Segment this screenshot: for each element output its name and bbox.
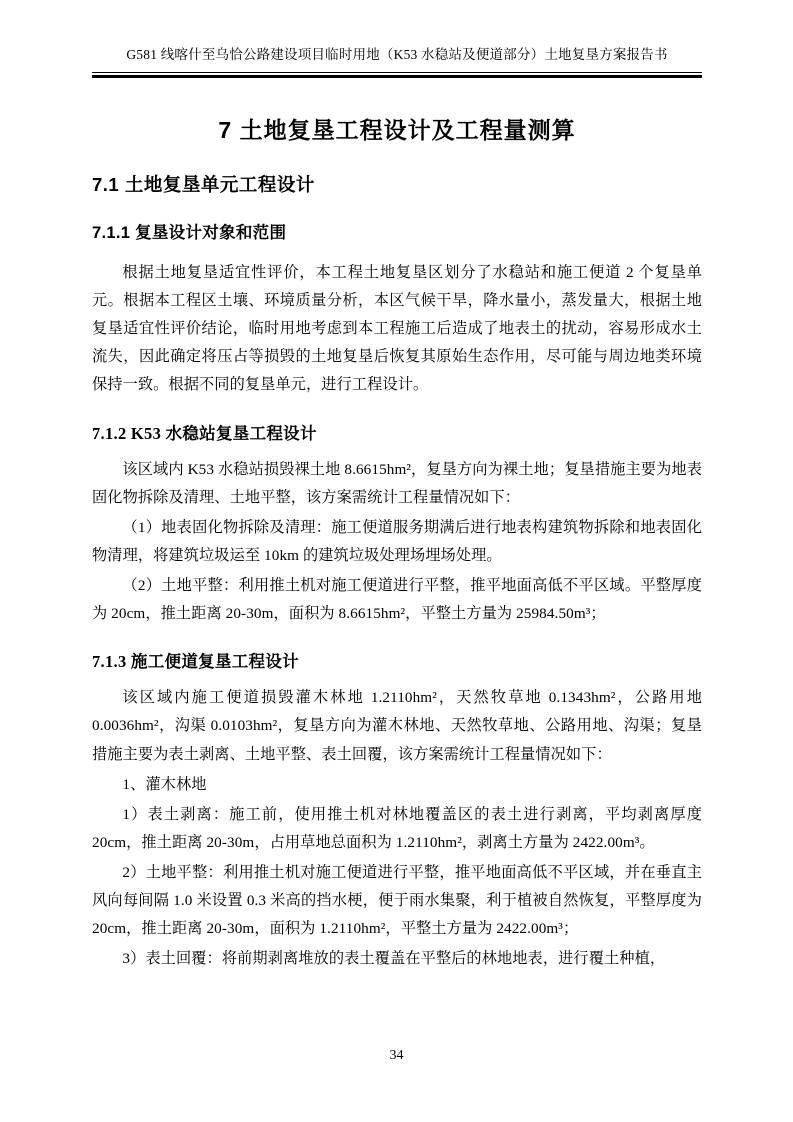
paragraph-7-1-2-item-1: （1）地表固化物拆除及清理：施工便道服务期满后进行地表构建筑物拆除和地表固化物清理，将建筑垃圾运至 10km 的建筑垃圾处理场埋场处理。 (92, 518, 702, 564)
running-header: G581 线喀什至乌恰公路建设项目临时用地（K53 水稳站及便道部分）土地复垦方案报告书 (126, 47, 668, 62)
list-item-land-leveling: 2）土地平整：利用推土机对施工便道进行平整，推平地面高低不平区域，并在垂直主风向每间隔 1.0 米设置 0.3 米高的挡水梗，便于雨水集聚，利于植被自然恢复，平整厚度为 20cm，推土距离 20-30m，面积为 1.2110hm²，平整土方量为 2422.00m³； (92, 864, 702, 938)
section-heading-7-1: 7.1 土地复垦单元工程设计 (92, 173, 315, 195)
paragraph-7-1-3-intro: 该区域内施工便道损毁灌木林地 1.2110hm²，天然牧草地 0.1343hm²，公路用地 0.0036hm²，沟渠 0.0103hm²，复垦方向为灌木林地、天然牧草地、公路用地、沟渠；复垦措施主要为表土剥离、土地平整、表土回覆，该方案需统计工程量情况如下： (92, 689, 702, 763)
list-item-topsoil-stripping: 1）表土剥离：施工前，使用推土机对林地覆盖区的表土进行剥离，平均剥离厚度 20cm，推土距离 20-30m，占用草地总面积为 1.2110hm²，剥离土方量为 2422.00m³。 (92, 805, 702, 851)
page-number: 34 (389, 1048, 404, 1063)
list-item-topsoil-backfill: 3）表土回覆：将前期剥离堆放的表土覆盖在平整后的林地地表，进行覆土种植， (122, 950, 666, 968)
paragraph-7-1-1: 根据土地复垦适宜性评价，本工程土地复垦区划分了水稳站和施工便道 2 个复垦单元。根据本工程区土壤、环境质量分析，本区气候干旱，降水量小，蒸发量大，根据土地复垦适宜性评价结论，临时用地考虑到本工程施工后造成了地表土的扰动，容易形成水土流失，因此确定将压占等损毁的土地复垦后恢复其原始生态作用，尽可能与周边地类环境保持一致。根据不同的复垦单元，进行工程设计。 (92, 263, 702, 394)
section-heading-7-1-2: 7.1.2 K53 水稳站复垦工程设计 (92, 423, 317, 443)
page-title: 7 土地复垦工程设计及工程量测算 (218, 116, 576, 143)
paragraph-7-1-2-item-2: （2）土地平整：利用推土机对施工便道进行平整，推平地面高低不平区域。平整厚度为 20cm，推土距离 20-30m，面积为 8.6615hm²，平整土方量为 25984.50m³； (92, 577, 702, 623)
paragraph-7-1-2-intro: 该区域内 K53 水稳站损毁裸土地 8.6615hm²，复垦方向为裸土地；复垦措施主要为地表固化物拆除及清理、土地平整，该方案需统计工程量情况如下： (92, 460, 702, 506)
page-content (92, 46, 702, 976)
list-item-shrub-land: 1、灌木林地 (122, 775, 207, 793)
header-divider (92, 72, 702, 78)
section-heading-7-1-3: 7.1.3 施工便道复垦工程设计 (92, 652, 299, 672)
section-heading-7-1-1: 7.1.1 复垦设计对象和范围 (92, 223, 287, 242)
